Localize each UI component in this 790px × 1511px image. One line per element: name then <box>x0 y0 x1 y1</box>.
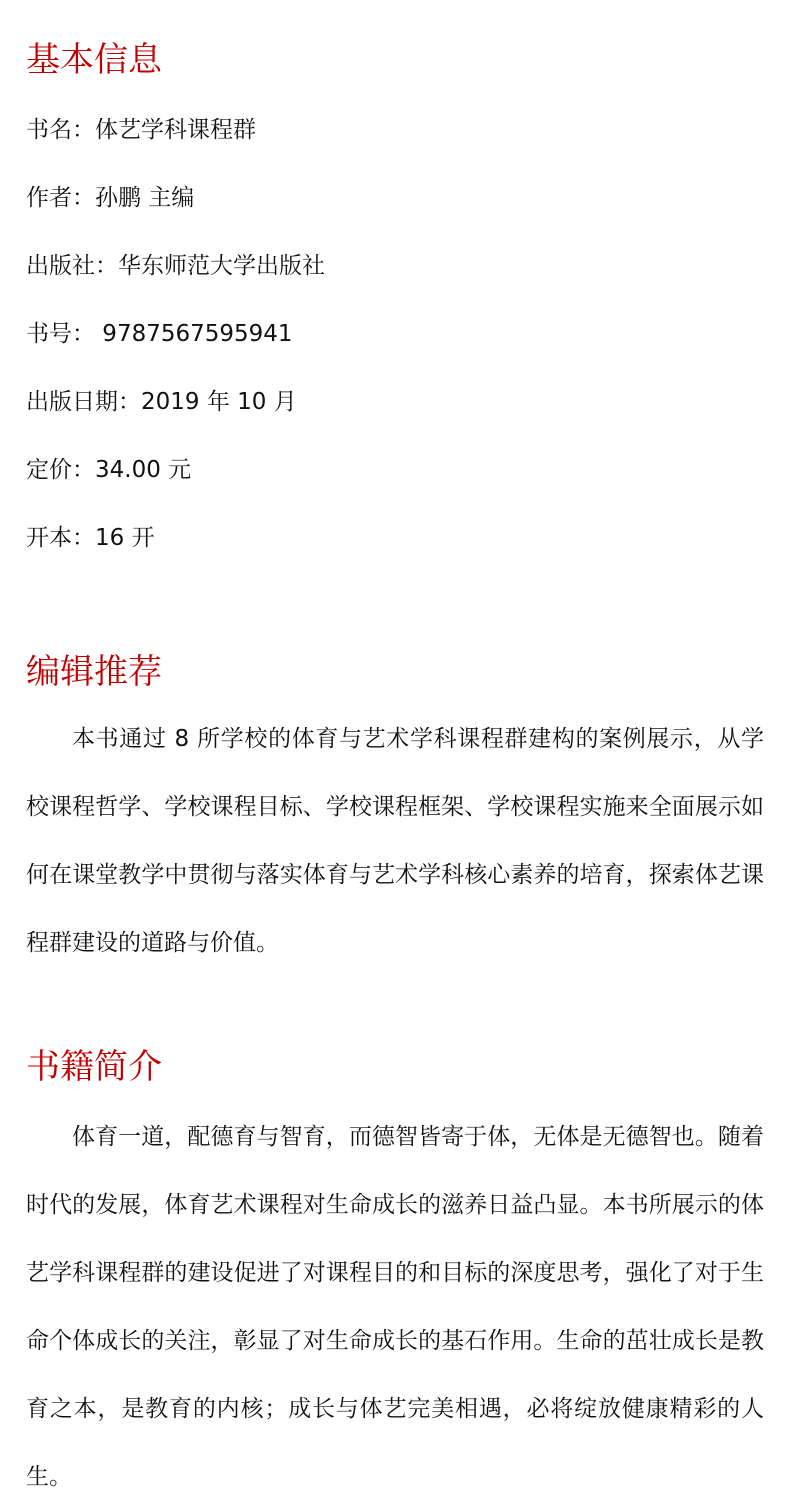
book-intro-paragraph: 体育一道，配德育与智育，而德智皆寄于体，无体是无德智也。随着时代的发展，体育艺术课程对生命成长的滋养日益凸显。本书所展示的体艺学科课程群的建设促进了对课程目的和目标的深度思考，强化了对于生命个体成长的关注，彰显了对生命成长的基石作用。生命的茁壮成长是教育之本，是教育的内核；成长与体艺完美相遇，必将绽放健康精彩的人生。 <box>26 1124 764 1490</box>
info-line-isbn: 书号： 9787567595941 <box>26 321 293 347</box>
info-line-format: 开本：16 开 <box>26 525 155 551</box>
info-line-publisher: 出版社：华东师范大学出版社 <box>26 253 325 279</box>
info-line-price: 定价：34.00 元 <box>26 457 192 483</box>
editor-recommendation-paragraph: 本书通过 8 所学校的体育与艺术学科课程群建构的案例展示，从学校课程哲学、学校课程目标、学校课程框架、学校课程实施来全面展示如何在课堂教学中贯彻与落实体育与艺术学科核心素养的培育，探索体艺课程群建设的道路与价值。 <box>26 726 764 956</box>
info-line-publish-date: 出版日期：2019 年 10 月 <box>26 389 297 415</box>
info-line-title: 书名：体艺学科课程群 <box>26 117 256 143</box>
book-intro-heading: 书籍简介 <box>26 1047 162 1087</box>
basic-info-heading: 基本信息 <box>26 40 162 80</box>
info-line-author: 作者：孙鹏 主编 <box>26 185 195 211</box>
editor-recommendation-heading: 编辑推荐 <box>26 652 162 692</box>
